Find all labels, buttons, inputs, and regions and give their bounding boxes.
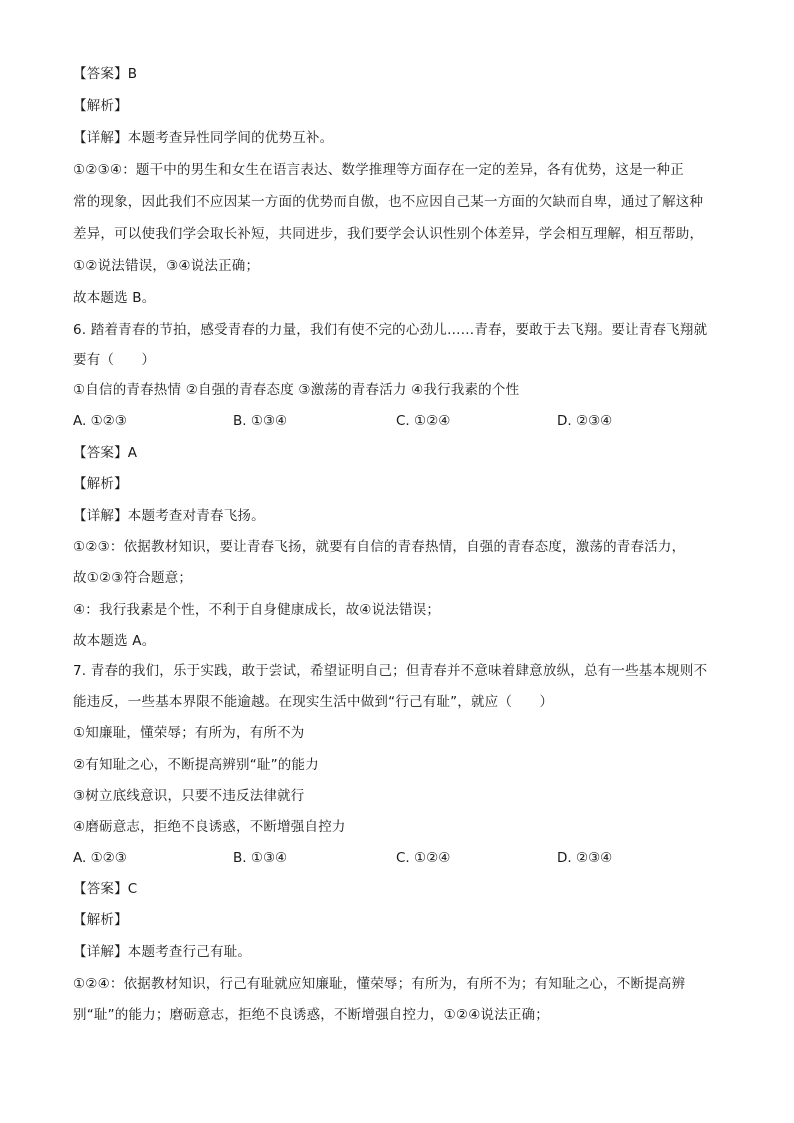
q6-stem-1: 6. 踏着青春的节拍，感受青春的力量，我们有使不完的心劲儿……青春，要敢于去飞翔。要让青春飞翔就 xyxy=(73,322,708,338)
q6-explanation-3: ④：我行我素是个性，不利于自身健康成长，故④说法错误； xyxy=(73,602,441,618)
q7-analysis: 【解析】 xyxy=(73,912,128,928)
q7-item-2: ②有知耻之心，不断提高辨别“耻”的能力 xyxy=(73,757,319,773)
q7-explanation-1: ①②④：依据教材知识，行己有耻就应知廉耻，懂荣辱；有所为，有所不为；有知耻之心，不断提高辨 xyxy=(73,976,686,992)
q7-option-d: D. ②③④ xyxy=(557,850,613,866)
q7-answer: 【答案】C xyxy=(73,881,138,897)
q6-option-b: B. ①③④ xyxy=(233,413,288,429)
b1-explanation-3: 差异，可以使我们学会取长补短，共同进步，我们要学会认识性别个体差异，学会相互理解，相互帮助， xyxy=(73,226,704,242)
b1-answer: 【答案】B xyxy=(73,66,138,82)
q6-explanation-2: 故①②③符合题意； xyxy=(73,570,193,586)
q6-stem-2: 要有（ ） xyxy=(73,352,156,368)
q7-item-1: ①知廉耻，懂荣辱；有所为，有所不为 xyxy=(73,725,305,741)
b1-explanation-4: ①②说法错误，③④说法正确； xyxy=(73,258,260,274)
q7-option-c: C. ①②④ xyxy=(396,850,451,866)
q7-explanation-2: 别“耻”的能力；磨砺意志，拒绝不良诱惑，不断增强自控力，①②④说法正确； xyxy=(73,1007,549,1023)
q6-answer: 【答案】A xyxy=(73,445,138,461)
q6-detail: 【详解】本题考查对青春飞扬。 xyxy=(73,508,265,524)
q6-analysis: 【解析】 xyxy=(73,476,128,492)
q6-option-c: C. ①②④ xyxy=(396,413,451,429)
q6-option-d: D. ②③④ xyxy=(557,413,613,429)
q7-detail: 【详解】本题考查行己有耻。 xyxy=(73,944,252,960)
q7-stem-1: 7. 青春的我们，乐于实践，敢于尝试，希望证明自己；但青春并不意味着肆意放纵，总有一些基本规则不 xyxy=(73,663,708,679)
b1-explanation-1: ①②③④：题干中的男生和女生在语言表达、数学推理等方面存在一定的差异，各有优势，这是一种正 xyxy=(73,162,684,178)
q7-option-b: B. ①③④ xyxy=(233,850,288,866)
q6-items: ①自信的青春热情 ②自强的青春态度 ③激荡的青春活力 ④我行我素的个性 xyxy=(73,382,520,398)
q7-item-4: ④磨砺意志，拒绝不良诱惑，不断增强自控力 xyxy=(73,819,346,835)
q6-explanation-1: ①②③：依据教材知识，要让青春飞扬，就要有自信的青春热情，自强的青春态度，激荡的青春活力， xyxy=(73,539,686,555)
q6-option-a: A. ①②③ xyxy=(73,413,127,429)
q7-option-a: A. ①②③ xyxy=(73,850,127,866)
q7-stem-2: 能违反，一些基本界限不能逾越。在现实生活中做到“行己有耻”，就应（ ） xyxy=(73,694,554,710)
b1-analysis: 【解析】 xyxy=(73,98,128,114)
q7-item-3: ③树立底线意识，只要不违反法律就行 xyxy=(73,788,305,804)
q6-conclusion: 故本题选 A。 xyxy=(73,633,156,649)
b1-explanation-2: 常的现象，因此我们不应因某一方面的优势而自傲，也不应因自己某一方面的欠缺而自卑，通过了解这种 xyxy=(73,194,704,210)
b1-detail: 【详解】本题考查异性同学间的优势互补。 xyxy=(73,130,334,146)
b1-conclusion: 故本题选 B。 xyxy=(73,290,156,306)
